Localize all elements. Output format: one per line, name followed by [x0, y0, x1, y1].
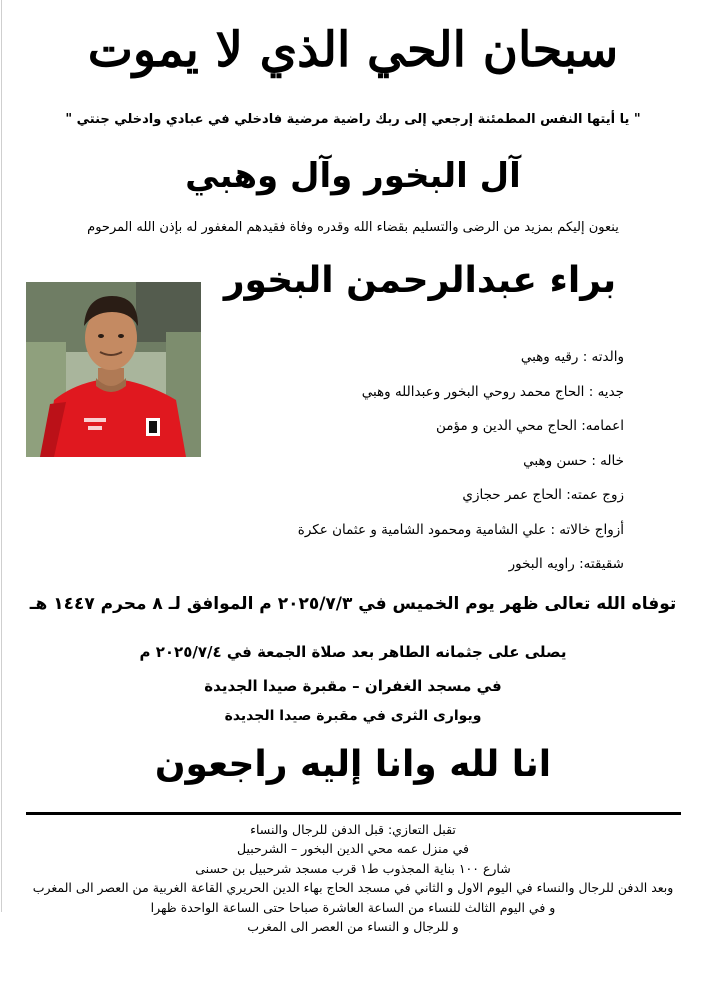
condolences-section — [18, 820, 688, 936]
calligraphy-heading: سبحان الحي الذي لا يموت — [87, 22, 619, 78]
portrait-illustration — [26, 282, 201, 457]
relatives-list — [204, 340, 624, 582]
death-notice: توفاه الله تعالى ظهر يوم الخميس في ٢٠٢٥/٧/٣ م الموافق لـ ٨ محرم ١٤٤٧ هـ — [29, 594, 677, 614]
family-title: آل البخور وآل وهبي — [185, 156, 521, 196]
relative-maternal-uncle: خاله : حسن وهبي — [523, 452, 624, 469]
relative-maternal-aunts-husbands: أزواج خالاته : علي الشامية ومحمود الشامية و عثمان عكرة — [297, 521, 624, 538]
relative-aunt-husband: زوج عمته: الحاج عمر حجازي — [462, 487, 624, 503]
mosque-location: في مسجد الغفران – مقبرة صيدا الجديدة — [204, 677, 502, 695]
condolences-line: شارع ١٠٠ بناية المجذوب ط١ قرب مسجد شرحبيل بن حسنى — [195, 860, 511, 876]
closing-phrase: انا لله وانا إليه راجعون — [154, 744, 552, 785]
condolences-line: في منزل عمه محي الدين البخور – الشرحبيل — [237, 841, 469, 857]
section-divider — [26, 812, 681, 815]
condolences-line: و للرجال و النساء من العصر الى المغرب — [247, 919, 459, 935]
funeral-prayer-notice: يصلى على جثمانه الطاهر بعد صلاة الجمعة في ٢٠٢٥/٧/٤ م — [139, 643, 567, 661]
burial-notice: ويوارى الثرى في مقبرة صيدا الجديدة — [224, 708, 482, 724]
deceased-photo — [26, 282, 201, 457]
relative-sister: شقيقته: راويه البخور — [508, 556, 624, 572]
quran-verse: " يا أيتها النفس المطمئنة إرجعي إلى ربك راضية مرضية فادخلي في عبادي وادخلي جنتي " — [65, 112, 641, 127]
condolences-line: تقبل التعازي: قبل الدفن للرجال والنساء — [250, 822, 456, 837]
relative-paternal-uncles: اعمامه: الحاج محي الدين و مؤمن — [435, 418, 624, 434]
condolences-line: و في اليوم الثالث للنساء من الساعة العاشرة صباحا حتى الساعة الواحدة ظهرا — [150, 899, 556, 915]
relative-mother: والدته : رقيه وهبي — [520, 349, 624, 365]
deceased-name: براء عبدالرحمن البخور — [223, 260, 617, 301]
relative-grandfathers: جديه : الحاج محمد روحي البخور وعبدالله وهبي — [361, 383, 624, 400]
announcement-text: ينعون إليكم بمزيد من الرضى والتسليم بقضاء الله وقدره وفاة فقيدهم المغفور له بإذن الله المرحوم — [87, 220, 619, 235]
condolences-line: وبعد الدفن للرجال والنساء في اليوم الاول و الثاني في مسجد الحاج بهاء الدين الحريري القاعة الغربية من العصر الى المغرب — [32, 880, 674, 896]
